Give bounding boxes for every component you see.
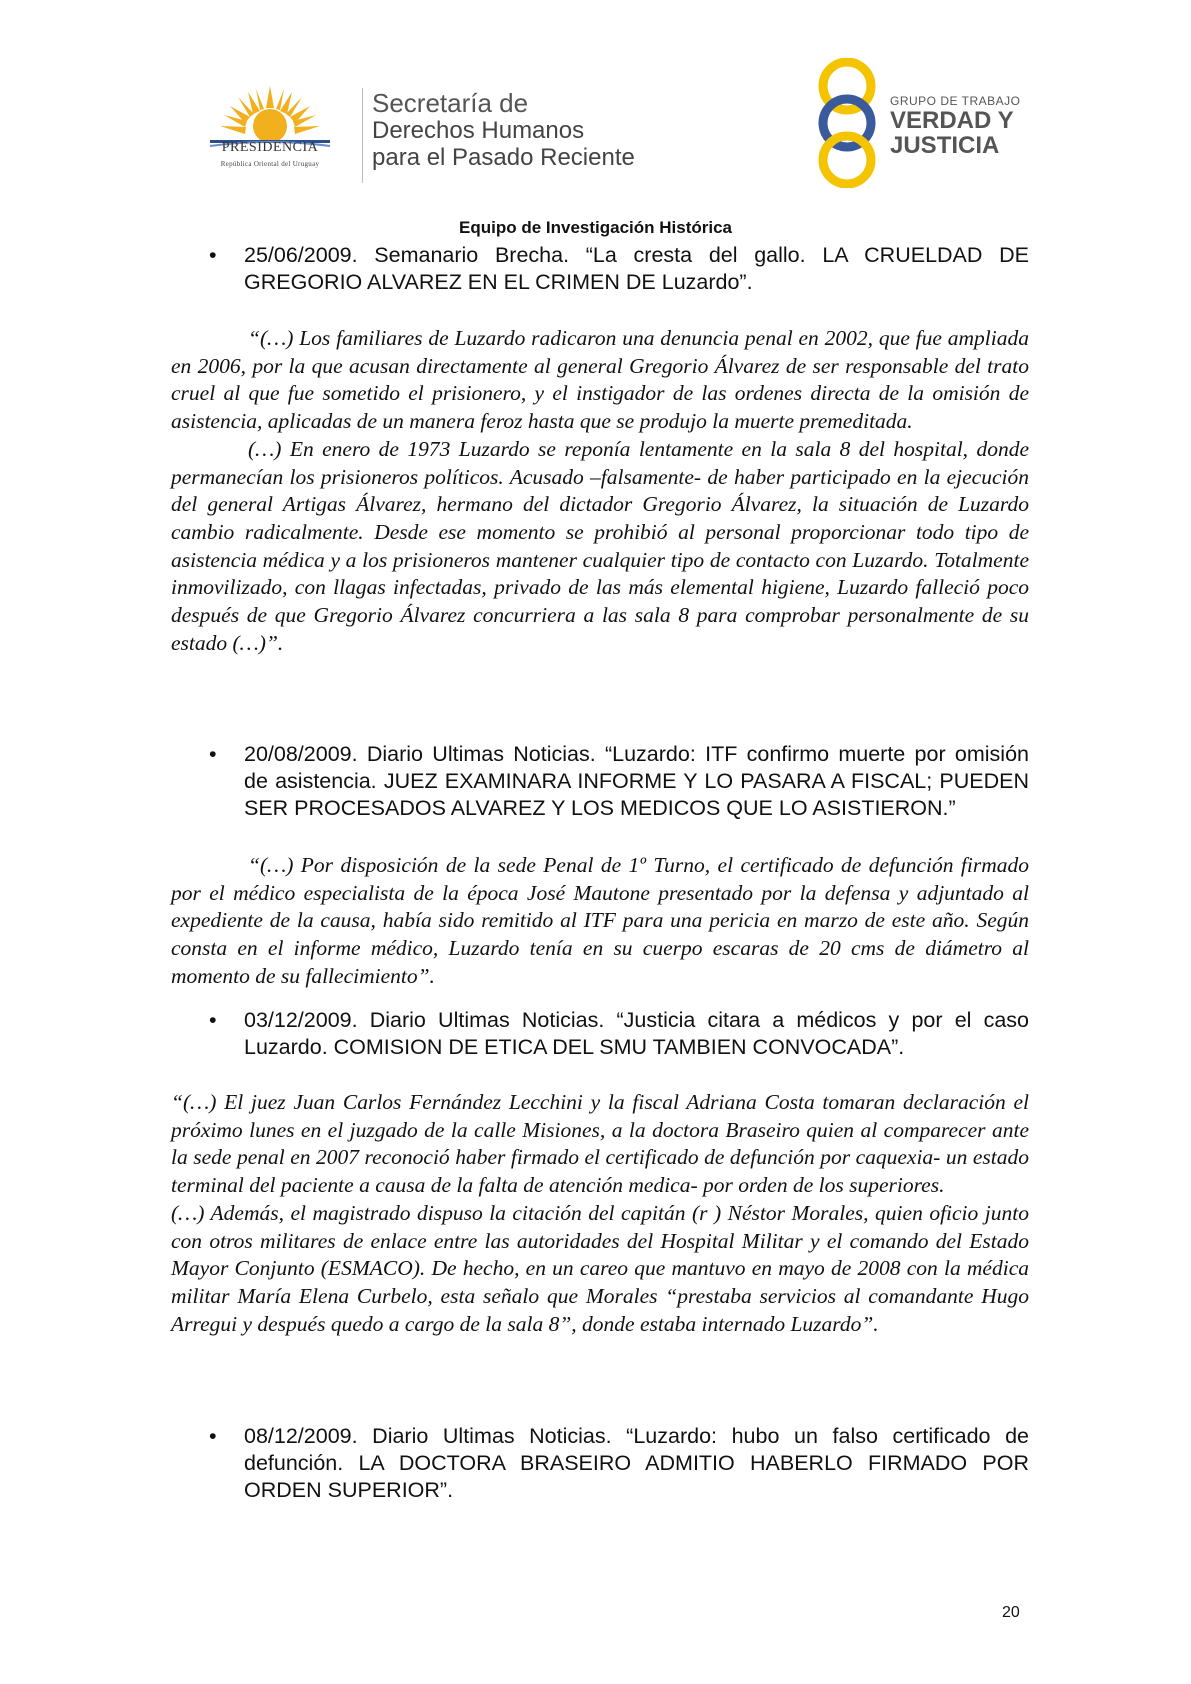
- quote-paragraph: (…) En enero de 1973 Luzardo se reponía lentamente en la sala 8 del hospital, donde permanecían los prisioneros políticos. Acusado –falsamente- de haber participado en la ejecución del general Artigas Álvarez, hermano del dictador Gregorio Álvarez, la situación de Luzardo cambio radicalmente. Desde ese momento se prohibió al personal proporcionar todo tipo de asistencia médica y a los prisioneros mantener cualquier tipo de contacto con Luzardo. Totalmente inmovilizado, con llagas infectadas, privado de las más elemental higiene, Luzardo falleció poco después de que Gregorio Álvarez concurriera a las sala 8 para comprobar personalmente de su estado (…)”.: [171, 436, 1029, 655]
- entry-headline-2: [209, 741, 1029, 822]
- entry-headline-text: 25/06/2009. Semanario Brecha. “La cresta del gallo. LA CRUELDAD DE GREGORIO ALVAREZ EN EL CRIMEN DE Luzardo”.: [244, 243, 1029, 294]
- justicia-label: JUSTICIA: [890, 132, 1000, 159]
- header-divider: [362, 88, 363, 183]
- entry-quote-3: [171, 1089, 1029, 1338]
- secretaria-line-1: Secretaría de: [372, 88, 529, 118]
- presidencia-label: PRESIDENCIA: [221, 140, 319, 155]
- entry-headline-text: 03/12/2009. Diario Ultimas Noticias. “Justicia citara a médicos y por el caso Luzardo. COMISION DE ETICA DEL SMU TAMBIEN CONVOCADA”.: [244, 1008, 1029, 1059]
- quote-paragraph: “(…) Por disposición de la sede Penal de 1º Turno, el certificado de defunción firmado por el médico especialista de la época José Mautone presentado por la defensa y adjuntado al expediente de la causa, había sido remitido al ITF para una pericia en marzo de este año. Según consta en el informe médico, Luzardo tenía en su cuerpo escaras de 20 cms de diámetro al momento de su fallecimiento”.: [171, 853, 1029, 988]
- entry-headline-3: [209, 1007, 1029, 1061]
- verdad-justicia-rings-logo: [812, 58, 882, 188]
- bullet-icon: •: [209, 243, 217, 267]
- secretaria-line-3: para el Pasado Reciente: [372, 144, 635, 171]
- verdad-justicia-title: [890, 94, 1020, 158]
- page-header: [190, 58, 1030, 188]
- bullet-icon: •: [209, 1008, 217, 1032]
- entry-headline-text: 08/12/2009. Diario Ultimas Noticias. “Luzardo: hubo un falso certificado de defunción. LA DOCTORA BRASEIRO ADMITIO HABERLO FIRMADO POR ORDEN SUPERIOR”.: [244, 1424, 1029, 1502]
- team-title: Equipo de Investigación Histórica: [459, 218, 732, 237]
- grupo-label: GRUPO DE TRABAJO: [890, 94, 1021, 108]
- entry-quote-1: [171, 325, 1029, 657]
- presidencia-sun-logo: [190, 84, 350, 184]
- verdad-label: VERDAD Y: [890, 107, 1014, 134]
- quote-paragraph: “(…) Los familiares de Luzardo radicaron una denuncia penal en 2002, que fue ampliada en 2006, por la que acusan directamente al general Gregorio Álvarez de ser responsable del trato cruel al que fue sometido el prisionero, y el instigador de las ordenes directa de la omisión de asistencia, aplicadas de un manera feroz hasta que se produjo la muerte premeditada.: [171, 326, 1029, 434]
- bullet-icon: •: [209, 1424, 217, 1448]
- entry-headline-text: 20/08/2009. Diario Ultimas Noticias. “Luzardo: ITF confirmo muerte por omisión de asistencia. JUEZ EXAMINARA INFORME Y LO PASARA A FISCAL; PUEDEN SER PROCESADOS ALVAREZ Y LOS MEDICOS QUE LO ASISTIERON.”: [244, 742, 1029, 820]
- quote-paragraph: (…) Además, el magistrado dispuso la citación del capitán (r ) Néstor Morales, quien oficio junto con otros militares de enlace entre las autoridades del Hospital Militar y el comando del Estado Mayor Conjunto (ESMACO). De hecho, en un careo que mantuvo en mayo de 2008 con la médica militar María Elena Curbelo, esta señalo que Morales “prestaba servicios al comandante Hugo Arregui y después quedo a cargo de la sala 8”, donde estaba internado Luzardo”.: [171, 1200, 1029, 1336]
- page-number: 20: [1002, 1604, 1020, 1621]
- secretaria-title: [372, 90, 635, 171]
- entry-headline-1: [209, 242, 1029, 296]
- bullet-icon: •: [209, 742, 217, 766]
- entry-headline-4: [209, 1423, 1029, 1504]
- presidencia-subtitle: República Oriental del Uruguay: [220, 160, 320, 168]
- entry-quote-2: [171, 852, 1029, 991]
- secretaria-line-2: Derechos Humanos: [372, 117, 585, 144]
- quote-paragraph: “(…) El juez Juan Carlos Fernández Lecchini y la fiscal Adriana Costa tomaran declaración el próximo lunes en el juzgado de la calle Misiones, a la doctora Braseiro quien al comparecer ante la sede penal en 2007 reconoció haber firmado el certificado de defunción por caquexia- un estado terminal del paciente a causa de la falta de atención medica- por orden de los superiores.: [171, 1090, 1029, 1198]
